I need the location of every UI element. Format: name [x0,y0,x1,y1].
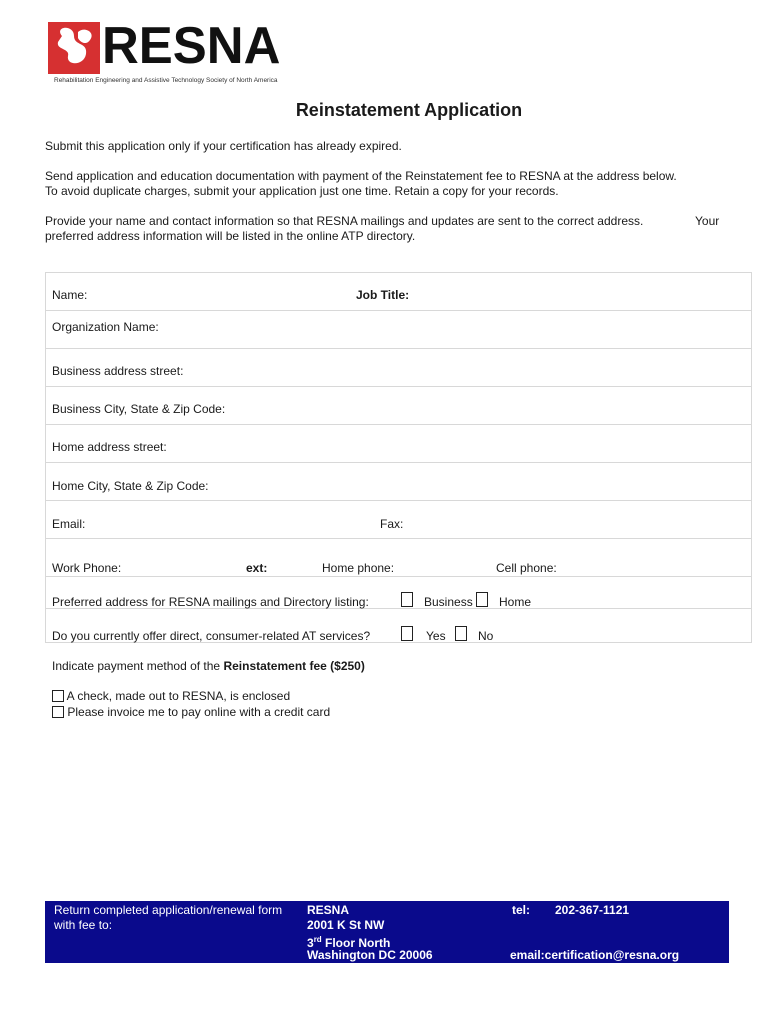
at-services-label: Do you currently offer direct, consumer-related AT services? [52,629,371,643]
intro-p3-line2: preferred address information will be listed in the online ATP directory. [45,229,416,243]
logo-wordmark: RESNA [102,17,281,75]
cell-phone-field[interactable]: Cell phone: [496,561,557,575]
row-divider [45,538,752,539]
home-option-label: Home [499,595,532,609]
row-divider [45,500,752,501]
business-street-field[interactable]: Business address street: [52,364,184,378]
floor-sup: rd [313,935,322,944]
intro-p3-line1: Provide your name and contact information so that RESNA mailings and updates are sent to the correct address. [45,214,644,228]
no-checkbox[interactable] [455,626,467,641]
row-divider [45,462,752,463]
footer-street: 2001 K St NW [307,918,385,932]
home-street-field[interactable]: Home address street: [52,440,167,454]
invoice-option-label: Please invoice me to pay online with a credit card [67,705,331,719]
page-title: Reinstatement Application [295,100,523,120]
intro-p2-line1: Send application and education documentation with payment of the Reinstatement fee to RESNA at the address below. [45,169,677,183]
ext-field[interactable]: ext: [246,561,268,575]
email-field[interactable]: Email: [52,517,86,531]
work-phone-field[interactable]: Work Phone: [52,561,122,575]
floor-num: 3 [307,936,314,950]
check-checkbox[interactable] [52,690,64,702]
home-city-field[interactable]: Home City, State & Zip Code: [52,479,209,493]
job-title-field[interactable]: Job Title: [356,288,410,302]
business-option-label: Business [424,595,473,609]
preferred-address-label: Preferred address for RESNA mailings and Directory listing: [52,595,369,609]
return-line1: Return completed application/renewal form [54,903,283,917]
yes-option-label: Yes [426,629,446,643]
floor-rest: Floor North [321,936,391,950]
business-city-field[interactable]: Business City, State & Zip Code: [52,402,226,416]
payment-option-invoice[interactable] [52,705,330,719]
row-divider [45,576,752,577]
intro-p3-line1-end: Your [695,214,720,228]
row-divider [45,348,752,349]
intro-p1: Submit this application only if your certification has already expired. [45,139,402,153]
footer-email[interactable]: email:certification@resna.org [510,948,680,962]
fax-field[interactable]: Fax: [380,517,404,531]
return-address-footer [45,901,729,963]
yes-checkbox[interactable] [401,626,413,641]
resna-emblem-icon [44,16,102,76]
row-divider [45,386,752,387]
row-divider [45,424,752,425]
intro-p2 [45,169,735,199]
footer-org: RESNA [307,903,350,917]
payment-option-check[interactable] [52,689,290,703]
footer-tel: 202-367-1121 [555,903,630,917]
home-checkbox[interactable] [476,592,488,607]
intro-p2-line2: To avoid duplicate charges, submit your application just one time. Retain a copy for your records. [45,184,559,198]
organization-field[interactable]: Organization Name: [52,320,159,334]
business-checkbox[interactable] [401,592,413,607]
check-option-label: A check, made out to RESNA, is enclosed [66,689,291,703]
intro-p3 [45,214,745,244]
return-line2: with fee to: [54,918,113,932]
name-field[interactable]: Name: [52,288,88,302]
resna-logo [44,16,294,88]
invoice-checkbox[interactable] [52,706,64,718]
row-divider [45,310,752,311]
footer-city: Washington DC 20006 [307,948,433,962]
payment-prompt-text: Indicate payment method of the [52,659,224,673]
no-option-label: No [478,629,494,643]
footer-tel-label: tel: [512,903,530,917]
logo-tagline: Rehabilitation Engineering and Assistive Technology Society of North America [54,77,278,84]
home-phone-field[interactable]: Home phone: [322,561,395,575]
payment-prompt [52,659,365,673]
payment-fee: Reinstatement fee ($250) [223,659,365,673]
